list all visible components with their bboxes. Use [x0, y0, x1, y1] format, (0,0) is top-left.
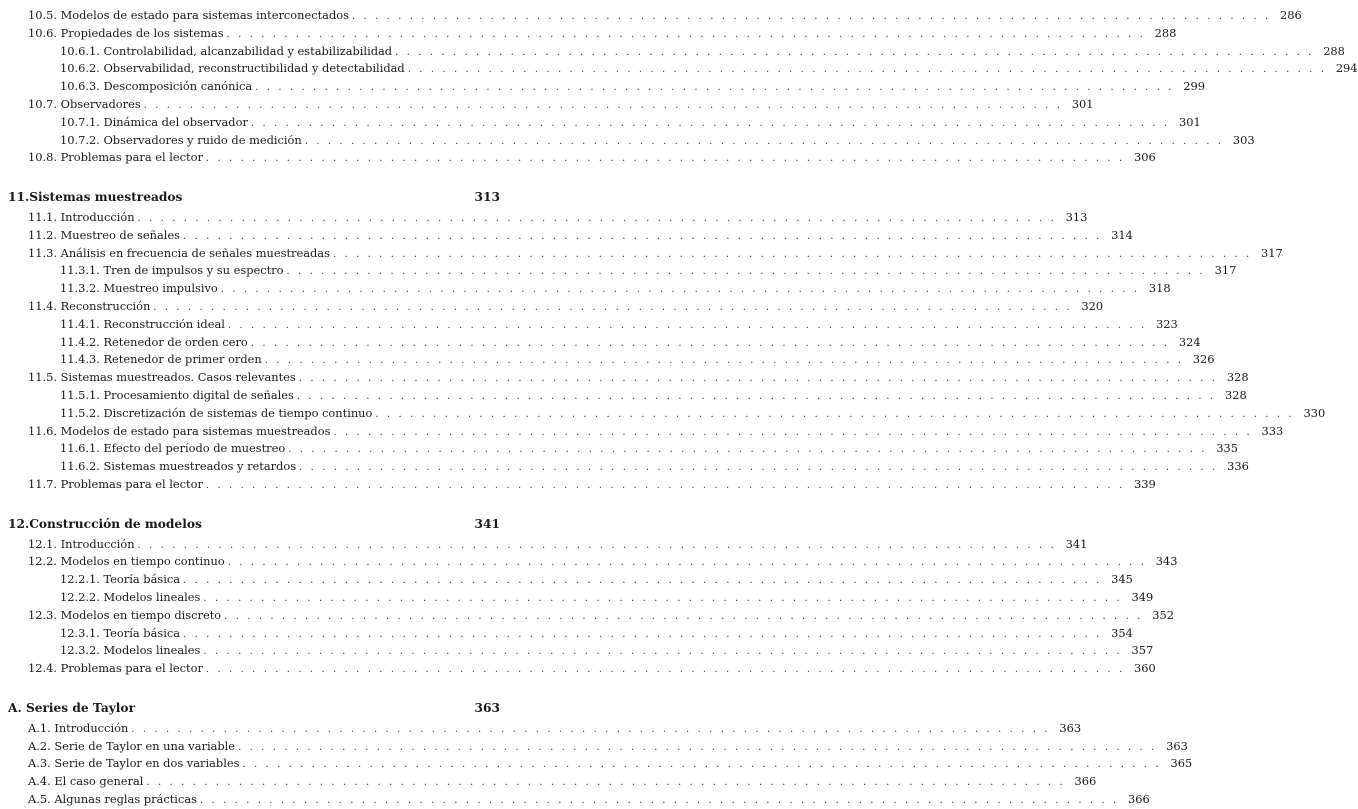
- toc-leader-dots: . . . . . . . . . . . . . . . . . . . . . . . . . . . . . . . . . . . . . . . . . . . . . . . . . . . . . . . . . . . . . . . . . . . . . . . . . . . . . . . .: [375, 409, 1295, 420]
- toc-entry-label: 12.1. Introducción: [28, 536, 138, 552]
- toc-entry-label: 11.6.2. Sistemas muestreados y retardos: [60, 458, 299, 474]
- toc-entry-label: 10.8. Problemas para el lector: [28, 149, 206, 165]
- toc-subsection-entry[interactable]: [60, 458, 1249, 474]
- toc-page-number: 366: [1128, 792, 1150, 806]
- toc-leader-dots: . . . . . . . . . . . . . . . . . . . . . . . . . . . . . . . . . . . . . . . . . . . . . . . . . . . . . . . . . . . . . . . . . . . . . . . . . . . . . . . .: [203, 646, 1123, 657]
- toc-page-number: 301: [1179, 115, 1201, 129]
- toc-leader-dots: . . . . . . . . . . . . . . . . . . . . . . . . . . . . . . . . . . . . . . . . . . . . . . . . . . . . . . . . . . . . . . . . . . . . . . . . . . . . . . . .: [205, 153, 1125, 164]
- toc-subsection-entry[interactable]: [60, 78, 1206, 94]
- toc-subsection-entry[interactable]: [60, 351, 1215, 367]
- toc-subsection-entry[interactable]: [60, 405, 1326, 421]
- toc-leader-dots: . . . . . . . . . . . . . . . . . . . . . . . . . . . . . . . . . . . . . . . . . . . . . . . . . . . . . . . . . . . . . . . . . . . . . . . . . . . . . . . .: [242, 759, 1162, 770]
- toc-section-entry[interactable]: [28, 298, 1104, 314]
- toc-leader-dots: . . . . . . . . . . . . . . . . . . . . . . . . . . . . . . . . . . . . . . . . . . . . . . . . . . . . . . . . . . . . . . . . . . . . . . . . . . . . . . . .: [351, 11, 1271, 22]
- toc-entry-label: 11.5.1. Procesamiento digital de señales: [60, 387, 297, 403]
- toc-page-number: 288: [1154, 26, 1177, 40]
- toc-entry-label: 11.4. Reconstrucción: [28, 298, 153, 314]
- toc-page-number: 363: [474, 701, 500, 715]
- toc-section-entry[interactable]: [28, 738, 1188, 754]
- toc-page-number: 301: [1071, 97, 1094, 111]
- toc-leader-dots: . . . . . . . . . . . . . . . . . . . . . . . . . . . . . . . . . . . . . . . . . . . . . . . . . . . . . . . . . . . . . . . . . . . . . . . . . . . . . . . .: [205, 480, 1125, 491]
- toc-subsection-entry[interactable]: [60, 625, 1133, 641]
- toc-page-number: 345: [1111, 572, 1133, 586]
- toc-subsection-entry[interactable]: [60, 262, 1237, 278]
- toc-subsection-entry[interactable]: [60, 334, 1201, 350]
- toc-section-entry[interactable]: [28, 149, 1156, 165]
- toc-entry-label: 12.3.1. Teoría básica: [60, 625, 183, 641]
- toc-page-number: 354: [1111, 626, 1133, 640]
- toc-leader-dots: . . . . . . . . . . . . . . . . . . . . . . . . . . . . . . . . . . . . . . . . . . . . . . . . . . . . . . . . . . . . . . . . . . . . . . . . . . . . . . . .: [286, 266, 1206, 277]
- toc-leader-dots: . . . . . . . . . . . . . . . . . . . . . . . . . . . . . . . . . . . . . . . . . . . . . . . . . . . . . . . . . . . . . . . . . . . . . . . . . . . . . . . .: [146, 777, 1066, 788]
- toc-entry-label: 12.Construcción de modelos: [8, 517, 202, 531]
- toc-section-entry[interactable]: [28, 553, 1178, 569]
- toc-page-number: 306: [1133, 150, 1156, 164]
- toc-page-number: 314: [1111, 228, 1133, 242]
- toc-entry-label: 12.3. Modelos en tiempo discreto: [28, 607, 224, 623]
- toc-leader-dots: . . . . . . . . . . . . . . . . . . . . . . . . . . . . . . . . . . . . . . . . . . . . . . . . . . . . . . . . . . . . . . . . . . . . . . . . . . . . . . . .: [183, 575, 1102, 586]
- toc-leader-dots: . . . . . . . . . . . . . . . . . . . . . . . . . . . . . . . . . . . . . . . . . . . . . . . . . . . . . . . . . . . . . . . . . . . . . . . . . . . . . . . .: [131, 724, 1051, 735]
- toc-page-number: 363: [1059, 721, 1082, 735]
- toc-entry-label: 10.5. Modelos de estado para sistemas interconectados: [28, 7, 352, 23]
- toc-page-number: 299: [1183, 79, 1206, 93]
- toc-entry-label: 12.2.1. Teoría básica: [60, 571, 183, 587]
- toc-leader-dots: . . . . . . . . . . . . . . . . . . . . . . . . . . . . . . . . . . . . . . . . . . . . . . . . . . . . . . . . . . . . . . . . . . . . . . . . . . . . . . . .: [220, 284, 1140, 295]
- toc-entry-label: 11.6.1. Efecto del período de muestreo: [60, 440, 288, 456]
- toc-entry-label: 11.5.2. Discretización de sistemas de tiempo continuo: [60, 405, 375, 421]
- toc-subsection-entry[interactable]: [60, 132, 1255, 148]
- toc-entry-label: 11.4.1. Reconstrucción ideal: [60, 316, 228, 332]
- toc-entry-label: 12.3.2. Modelos lineales: [60, 642, 203, 658]
- toc-page-number: 294: [1335, 61, 1358, 75]
- toc-page-number: 349: [1131, 590, 1154, 604]
- toc-page-number: 320: [1081, 299, 1104, 313]
- toc-leader-dots: . . . . . . . . . . . . . . . . . . . . . . . . . . . . . . . . . . . . . . . . . . . . . . . . . . . . . . . . . . . . . . . . . . . . . . . . . . . . . . . .: [250, 118, 1170, 129]
- toc-section-entry[interactable]: [28, 773, 1097, 789]
- toc-page-number: 336: [1227, 459, 1249, 473]
- toc-section-entry[interactable]: [28, 536, 1088, 552]
- toc-page-number: 326: [1192, 352, 1215, 366]
- toc-subsection-entry[interactable]: [60, 316, 1178, 332]
- toc-page-number: 343: [1155, 554, 1178, 568]
- toc-leader-dots: . . . . . . . . . . . . . . . . . . . . . . . . . . . . . . . . . . . . . . . . . . . . . . . . . . . . . . . . . . . . . . . . . . . . . . . . . . . . . . . .: [226, 29, 1146, 40]
- toc-subsection-entry[interactable]: [60, 571, 1133, 587]
- toc-page-number: 339: [1133, 477, 1156, 491]
- toc-leader-dots: . . . . . . . . . . . . . . . . . . . . . . . . . . . . . . . . . . . . . . . . . . . . . . . . . . . . . . . . . . . . . . . . . . . . . . . . . . . . . . . .: [227, 320, 1147, 331]
- toc-page-number: 363: [1166, 739, 1188, 753]
- toc-subsection-entry[interactable]: [60, 43, 1345, 59]
- toc-entry-label: 11.5. Sistemas muestreados. Casos relevantes: [28, 369, 299, 385]
- toc-leader-dots: . . . . . . . . . . . . . . . . . . . . . . . . . . . . . . . . . . . . . . . . . . . . . . . . . . . . . . . . . . . . . . . . . . . . . . . . . . . . . . . .: [333, 427, 1253, 438]
- toc-entry-label: 11.6. Modelos de estado para sistemas muestreados: [28, 423, 333, 439]
- toc-leader-dots: . . . . . . . . . . . . . . . . . . . . . . . . . . . . . . . . . . . . . . . . . . . . . . . . . . . . . . . . . . . . . . . . . . . . . . . . . . . . . . . .: [332, 249, 1252, 260]
- toc-section-entry[interactable]: [28, 369, 1249, 385]
- toc-entry-label: 10.6. Propiedades de los sistemas: [28, 25, 227, 41]
- toc-entry-label: 11.4.3. Retenedor de primer orden: [60, 351, 265, 367]
- toc-entry-label: 10.7.1. Dinámica del observador: [60, 114, 251, 130]
- toc-section-entry[interactable]: [28, 720, 1082, 736]
- toc-entry-label: A.3. Serie de Taylor en dos variables: [28, 755, 242, 771]
- toc-leader-dots: . . . . . . . . . . . . . . . . . . . . . . . . . . . . . . . . . . . . . . . . . . . . . . . . . . . . . . . . . . . . . . . . . . . . . . . . . . . . . . . .: [153, 302, 1073, 313]
- toc-leader-dots: . . . . . . . . . . . . . . . . . . . . . . . . . . . . . . . . . . . . . . . . . . . . . . . . . . . . . . . . . . . . . . . . . . . . . . . . . . . . . . . .: [183, 629, 1102, 640]
- toc-page-number: 341: [474, 517, 500, 531]
- toc-page-number: 328: [1224, 388, 1247, 402]
- toc-subsection-entry[interactable]: [60, 589, 1154, 605]
- toc-leader-dots: . . . . . . . . . . . . . . . . . . . . . . . . . . . . . . . . . . . . . . . . . . . . . . . . . . . . . . . . . . . . . . . . . . . . . . . . . . . . . . . .: [137, 540, 1057, 551]
- toc-entry-label: A.1. Introducción: [28, 720, 131, 736]
- toc-leader-dots: . . . . . . . . . . . . . . . . . . . . . . . . . . . . . . . . . . . . . . . . . . . . . . . . . . . . . . . . . . . . . . . . . . . . . . . . . . . . . . . .: [183, 231, 1102, 242]
- toc-subsection-entry[interactable]: [60, 642, 1154, 658]
- toc-section-entry[interactable]: [28, 423, 1284, 439]
- toc-entry-label: 10.6.1. Controlabilidad, alcanzabilidad y estabilizabilidad: [60, 43, 395, 59]
- toc-entry-label: 10.6.3. Descomposición canónica: [60, 78, 255, 94]
- toc-entry-label: 12.2. Modelos en tiempo continuo: [28, 553, 228, 569]
- toc-entry-label: 11.3.2. Muestreo impulsivo: [60, 280, 221, 296]
- toc-page-number: 330: [1303, 406, 1326, 420]
- toc-page-number: 288: [1323, 44, 1345, 58]
- toc-entry-label: 10.6.2. Observabilidad, reconstructibilidad y detectabilidad: [60, 60, 408, 76]
- toc-page-number: 328: [1226, 370, 1249, 384]
- toc-leader-dots: . . . . . . . . . . . . . . . . . . . . . . . . . . . . . . . . . . . . . . . . . . . . . . . . . . . . . . . . . . . . . . . . . . . . . . . . . . . . . . . .: [288, 444, 1208, 455]
- toc-leader-dots: . . . . . . . . . . . . . . . . . . . . . . . . . . . . . . . . . . . . . . . . . . . . . . . . . . . . . . . . . . . . . . . . . . . . . . . . . . . . . . . .: [304, 136, 1224, 147]
- toc-page-number: 333: [1261, 424, 1284, 438]
- toc-entry-label: A.4. El caso general: [28, 773, 146, 789]
- toc-section-entry[interactable]: [28, 25, 1177, 41]
- toc-chapter-entry[interactable]: [8, 189, 500, 205]
- toc-page-number: 324: [1178, 335, 1201, 349]
- toc-section-entry[interactable]: [28, 7, 1302, 23]
- toc-page-number: 365: [1170, 756, 1193, 770]
- toc-entry-label: 11.2. Muestreo de señales: [28, 227, 183, 243]
- toc-chapter-entry[interactable]: [8, 516, 500, 532]
- toc-page-number: 313: [1065, 210, 1088, 224]
- toc-entry-label: 11.3. Análisis en frecuencia de señales muestreadas: [28, 245, 333, 261]
- toc-entry-label: A.5. Algunas reglas prácticas: [28, 791, 200, 807]
- toc-entry-label: 10.7.2. Observadores y ruido de medición: [60, 132, 305, 148]
- toc-entry-label: 11.7. Problemas para el lector: [28, 476, 206, 492]
- toc-subsection-entry[interactable]: [60, 114, 1201, 130]
- toc-leader-dots: . . . . . . . . . . . . . . . . . . . . . . . . . . . . . . . . . . . . . . . . . . . . . . . . . . . . . . . . . . . . . . . . . . . . . . . . . . . . . . . .: [143, 100, 1063, 111]
- toc-leader-dots: . . . . . . . . . . . . . . . . . . . . . . . . . . . . . . . . . . . . . . . . . . . . . . . . . . . . . . . . . . . . . . . . . . . . . . . . . . . . . . . .: [238, 742, 1157, 753]
- toc-entry-label: 11.Sistemas muestreados: [8, 190, 183, 204]
- toc-section-entry[interactable]: [28, 755, 1193, 771]
- toc-section-entry[interactable]: [28, 245, 1283, 261]
- toc-leader-dots: . . . . . . . . . . . . . . . . . . . . . . . . . . . . . . . . . . . . . . . . . . . . . . . . . . . . . . . . . . . . . . . . . . . . . . . . . . . . . . . .: [137, 213, 1057, 224]
- toc-section-entry[interactable]: [28, 209, 1088, 225]
- toc-chapter-entry[interactable]: [8, 700, 500, 716]
- toc-leader-dots: . . . . . . . . . . . . . . . . . . . . . . . . . . . . . . . . . . . . . . . . . . . . . . . . . . . . . . . . . . . . . . . . . . . . . . . . . . . . . . . .: [407, 64, 1327, 75]
- toc-section-entry[interactable]: [28, 791, 1150, 807]
- toc-leader-dots: . . . . . . . . . . . . . . . . . . . . . . . . . . . . . . . . . . . . . . . . . . . . . . . . . . . . . . . . . . . . . . . . . . . . . . . . . . . . . . . .: [224, 611, 1143, 622]
- toc-entry-label: 11.3.1. Tren de impulsos y su espectro: [60, 262, 287, 278]
- toc-leader-dots: . . . . . . . . . . . . . . . . . . . . . . . . . . . . . . . . . . . . . . . . . . . . . . . . . . . . . . . . . . . . . . . . . . . . . . . . . . . . . . . .: [395, 47, 1314, 58]
- toc-entry-label: 10.7. Observadores: [28, 96, 144, 112]
- toc-page-number: 341: [1065, 537, 1088, 551]
- toc-section-entry[interactable]: [28, 96, 1094, 112]
- toc-page-number: 352: [1152, 608, 1174, 622]
- toc-leader-dots: . . . . . . . . . . . . . . . . . . . . . . . . . . . . . . . . . . . . . . . . . . . . . . . . . . . . . . . . . . . . . . . . . . . . . . . . . . . . . . . .: [199, 795, 1119, 806]
- toc-section-entry[interactable]: [28, 607, 1174, 623]
- toc-leader-dots: . . . . . . . . . . . . . . . . . . . . . . . . . . . . . . . . . . . . . . . . . . . . . . . . . . . . . . . . . . . . . . . . . . . . . . . . . . . . . . . .: [203, 593, 1123, 604]
- toc-leader-dots: . . . . . . . . . . . . . . . . . . . . . . . . . . . . . . . . . . . . . . . . . . . . . . . . . . . . . . . . . . . . . . . . . . . . . . . . . . . . . . . .: [205, 664, 1125, 675]
- toc-section-entry[interactable]: [28, 227, 1133, 243]
- toc-page-number: 313: [474, 190, 500, 204]
- toc-page-number: 318: [1148, 281, 1171, 295]
- toc-page-number: 317: [1261, 246, 1283, 260]
- toc-page-number: 286: [1280, 8, 1302, 22]
- toc-leader-dots: . . . . . . . . . . . . . . . . . . . . . . . . . . . . . . . . . . . . . . . . . . . . . . . . . . . . . . . . . . . . . . . . . . . . . . . . . . . . . . . .: [250, 338, 1170, 349]
- toc-page-number: 357: [1131, 643, 1154, 657]
- toc-entry-label: 11.4.2. Retenedor de orden cero: [60, 334, 251, 350]
- toc-leader-dots: . . . . . . . . . . . . . . . . . . . . . . . . . . . . . . . . . . . . . . . . . . . . . . . . . . . . . . . . . . . . . . . . . . . . . . . . . . . . . . . .: [227, 557, 1147, 568]
- toc-page-number: 335: [1216, 441, 1239, 455]
- toc-page-number: 317: [1214, 263, 1237, 277]
- toc-entry-label: A.2. Serie de Taylor en una variable: [28, 738, 238, 754]
- toc-entry-label: 12.2.2. Modelos lineales: [60, 589, 203, 605]
- toc-page-number: 323: [1155, 317, 1178, 331]
- toc-page-number: 366: [1074, 774, 1097, 788]
- toc-leader-dots: . . . . . . . . . . . . . . . . . . . . . . . . . . . . . . . . . . . . . . . . . . . . . . . . . . . . . . . . . . . . . . . . . . . . . . . . . . . . . . . .: [255, 82, 1175, 93]
- toc-subsection-entry[interactable]: [60, 280, 1171, 296]
- toc-leader-dots: . . . . . . . . . . . . . . . . . . . . . . . . . . . . . . . . . . . . . . . . . . . . . . . . . . . . . . . . . . . . . . . . . . . . . . . . . . . . . . . .: [299, 462, 1218, 473]
- toc-entry-label: 11.1. Introducción: [28, 209, 138, 225]
- toc-leader-dots: . . . . . . . . . . . . . . . . . . . . . . . . . . . . . . . . . . . . . . . . . . . . . . . . . . . . . . . . . . . . . . . . . . . . . . . . . . . . . . . .: [298, 373, 1218, 384]
- toc-entry-label: A. Series de Taylor: [8, 701, 135, 715]
- toc-subsection-entry[interactable]: [60, 387, 1247, 403]
- toc-page-number: 360: [1133, 661, 1156, 675]
- toc-page-number: 303: [1232, 133, 1255, 147]
- toc-section-entry[interactable]: [28, 660, 1156, 676]
- toc-subsection-entry[interactable]: [60, 60, 1358, 76]
- toc-leader-dots: . . . . . . . . . . . . . . . . . . . . . . . . . . . . . . . . . . . . . . . . . . . . . . . . . . . . . . . . . . . . . . . . . . . . . . . . . . . . . . . .: [296, 391, 1216, 402]
- toc-subsection-entry[interactable]: [60, 440, 1239, 456]
- toc-leader-dots: . . . . . . . . . . . . . . . . . . . . . . . . . . . . . . . . . . . . . . . . . . . . . . . . . . . . . . . . . . . . . . . . . . . . . . . . . . . . . . . .: [264, 355, 1184, 366]
- toc-entry-label: 12.4. Problemas para el lector: [28, 660, 206, 676]
- toc-section-entry[interactable]: [28, 476, 1156, 492]
